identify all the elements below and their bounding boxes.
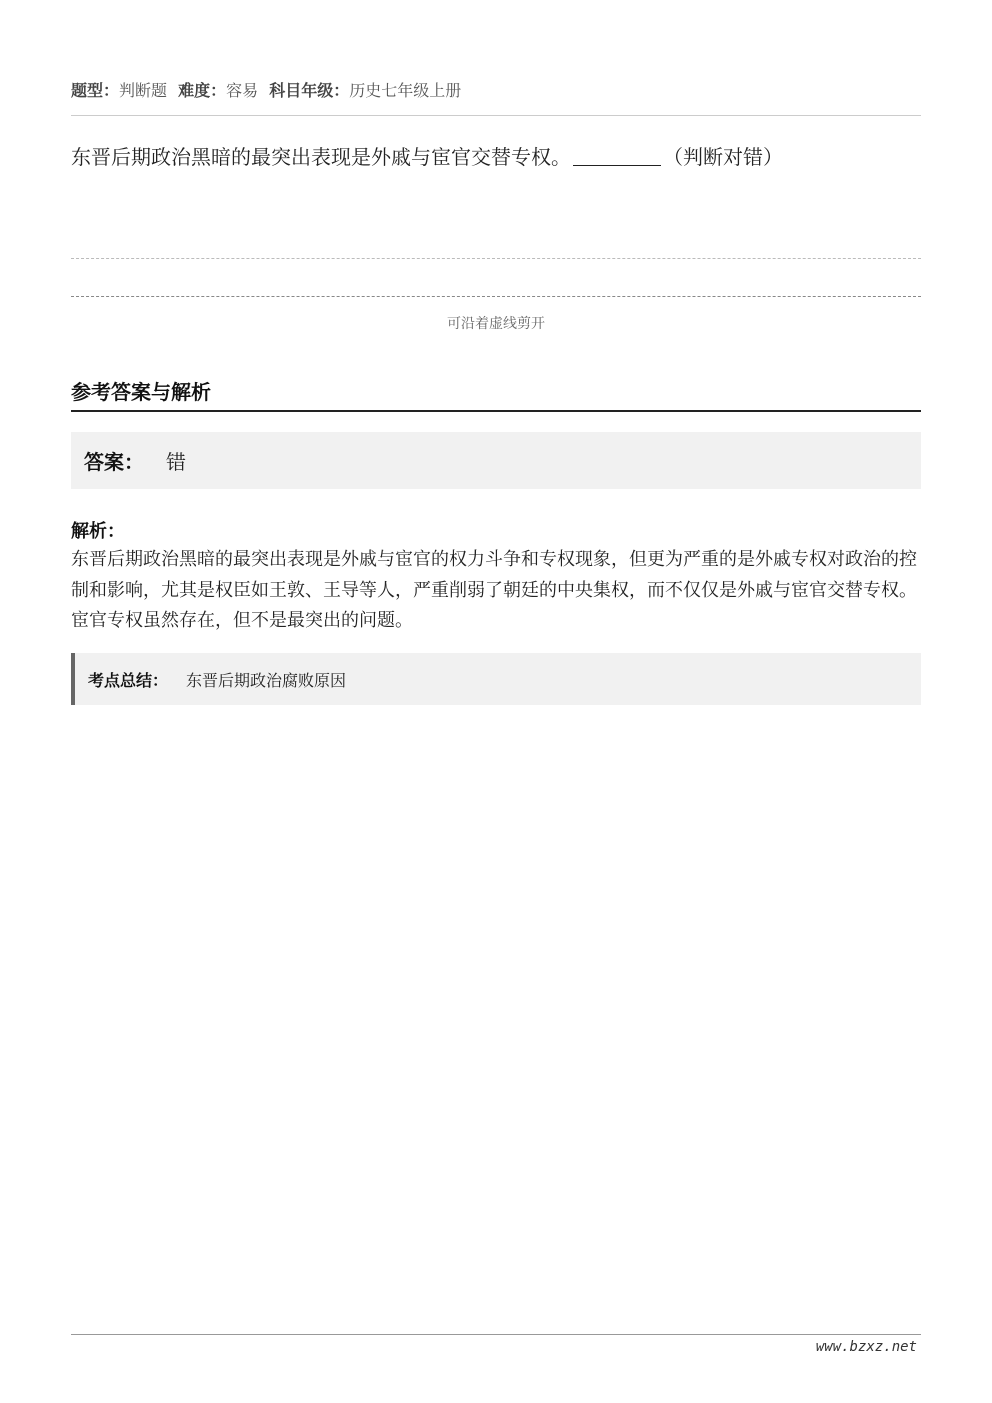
subject-value: 历史七年级上册 (349, 81, 462, 100)
dashed-line-light (71, 258, 921, 259)
question-text: 东晋后期政治黑暗的最突出表现是外戚与宦官交替专权。 (71, 145, 571, 169)
difficulty-value: 容易 (226, 81, 259, 100)
key-point-value: 东晋后期政治腐败原因 (186, 670, 347, 690)
cut-line (71, 296, 921, 297)
key-point-label: 考点总结： (88, 670, 169, 690)
section-divider (71, 410, 921, 412)
analysis-label: 解析： (71, 521, 125, 542)
question-meta (71, 78, 921, 101)
type-value: 判断题 (119, 81, 168, 100)
answer-blank (573, 145, 661, 166)
subject-label: 科目年级： (269, 81, 350, 100)
footer-divider (71, 1334, 921, 1335)
cut-hint: 可沿着虚线剪开 (447, 316, 545, 332)
footer-site: www.bzxz.net (815, 1339, 917, 1355)
answer-label: 答案： (84, 450, 144, 474)
meta-divider (71, 115, 921, 116)
question-suffix: （判断对错） (663, 145, 783, 169)
answer-box (71, 432, 921, 489)
type-label: 题型： (71, 81, 120, 100)
analysis-text: 东晋后期政治黑暗的最突出表现是外戚与宦官的权力斗争和专权现象，但更为严重的是外戚专权对政治的控制和影响，尤其是权臣如王敦、王导等人，严重削弱了朝廷的中央集权，而不仅仅是外戚与宦官交替专权。宦官专权虽然存在，但不是最突出的问题。 (71, 549, 917, 631)
section-title: 参考答案与解析 (71, 380, 211, 404)
key-point-box (71, 653, 921, 705)
answer-value: 错 (166, 450, 186, 474)
difficulty-label: 难度： (178, 81, 227, 100)
question-stem (71, 141, 921, 170)
